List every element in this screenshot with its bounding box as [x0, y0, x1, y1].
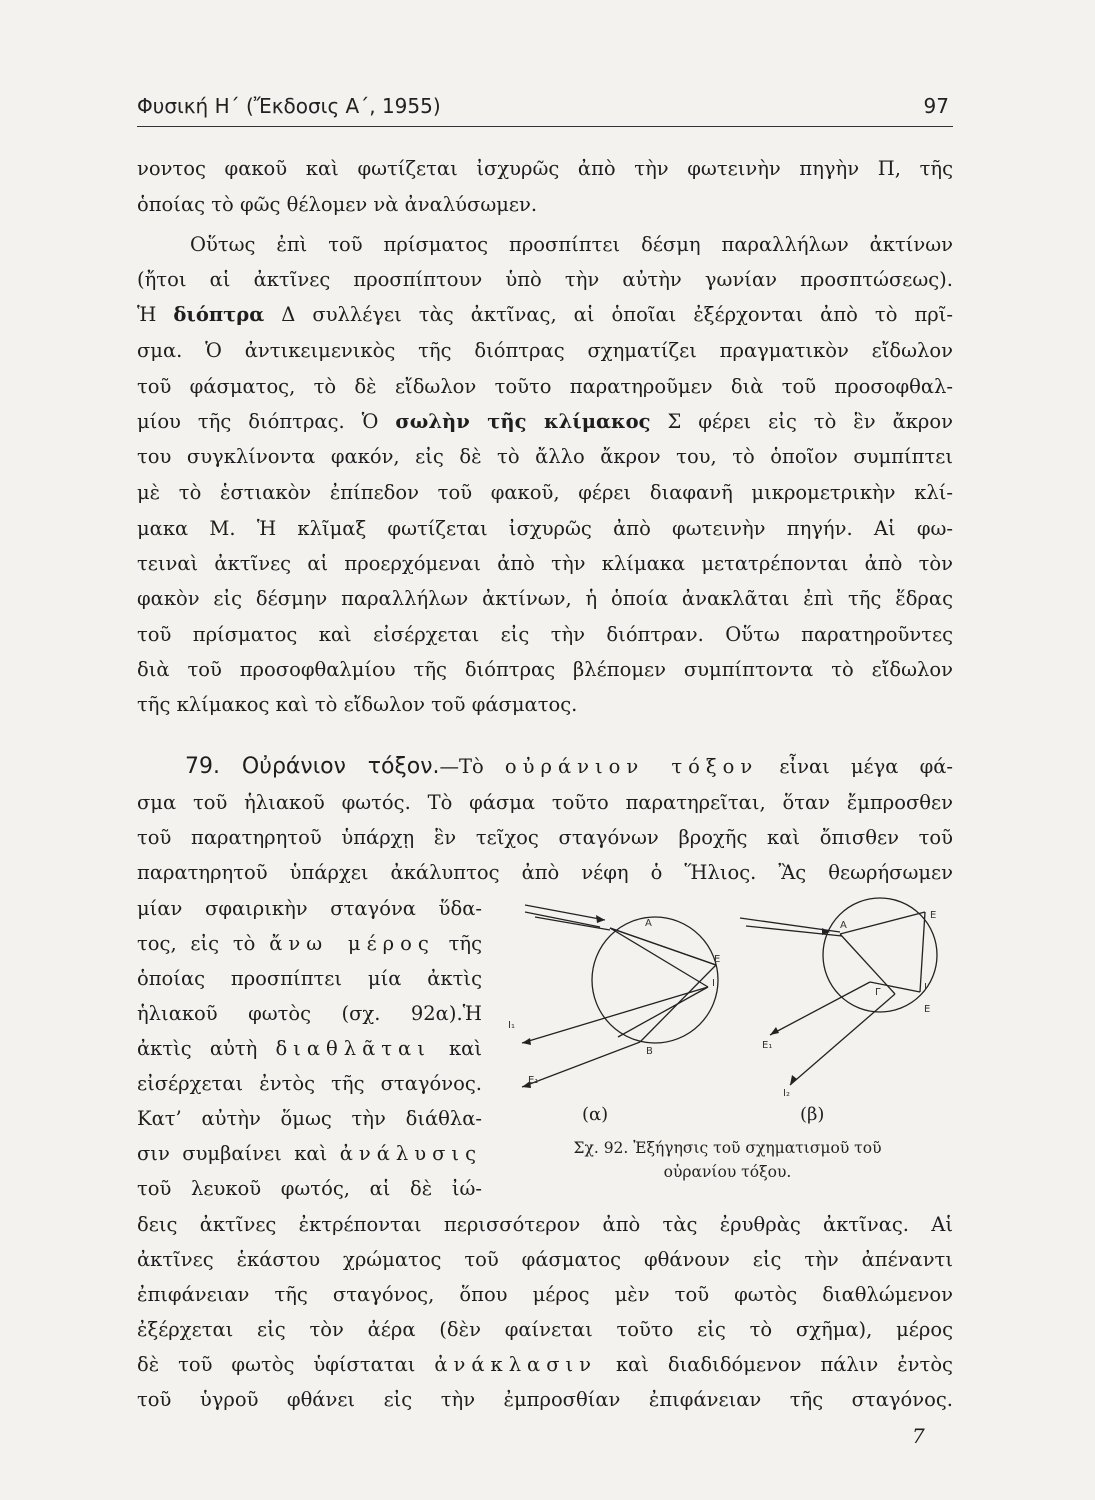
text-line: τοῦ πρίσματος καὶ εἰσέρχεται εἰς τὴν διόπτραν. Οὕτω παρατηροῦντες: [137, 623, 953, 646]
drop-b: [740, 898, 937, 1085]
label-a-I: I: [712, 978, 715, 989]
text-line: ὁποίας τὸ φῶς θέλομεν νὰ ἀναλύσωμεν.: [137, 193, 538, 216]
text-line: τειναὶ ἀκτῖνες αἱ προερχόμεναι ἀπὸ τὴν κλίμακα μετατρέπονται ἀπὸ τὸν: [137, 552, 953, 575]
text-line: τοῦ ὑγροῦ φθάνει εἰς τὴν ἐμπροσθίαν ἐπιφάνειαν τῆς σταγόνος.: [137, 1388, 953, 1411]
label-b-E: E: [930, 910, 937, 921]
drop-a: [522, 905, 721, 1087]
label-a-B: B: [646, 1046, 653, 1057]
text-line: τοῦ φάσματος, τὸ δὲ εἴδωλον τοῦτο παρατηροῦμεν διὰ τοῦ προσοφθαλ-: [137, 375, 953, 398]
text-line: Ἡ διόπτρα Δ συλλέγει τὰς ἀκτῖνας, αἱ ὁποῖαι ἐξέρχονται ἀπὸ τὸ πρῖ-: [137, 303, 953, 326]
term-scale-tube: σωλὴν τῆς κλίμακος: [395, 410, 651, 433]
label-b-E1: E₁: [762, 1040, 773, 1051]
label-b-Gamma: Γ: [875, 987, 881, 998]
text-line: μίου τῆς διόπτρας. Ὁ σωλὴν τῆς κλίμακος Σ φέρει εἰς τὸ ἓν ἄκρον: [137, 410, 953, 433]
label-a-E1: E₁: [528, 1075, 539, 1086]
label-b-A: A: [840, 920, 847, 931]
signature-mark: 7: [912, 1424, 925, 1448]
spaced-term: οὐράνιον τόξον: [504, 755, 759, 778]
text-line: τῆς κλίμακος καὶ τὸ εἴδωλον τοῦ φάσματος.: [137, 693, 578, 716]
text-line: τοῦ παρατηρητοῦ ὑπάρχῃ ἓν τεῖχος σταγόνων βροχῆς καὶ ὄπισθεν τοῦ: [137, 826, 953, 849]
running-header: [137, 90, 953, 127]
text-line: φακὸν εἰς δέσμην παραλλήλων ἀκτίνων, ἡ ὁποία ἀνακλᾶται ἐπὶ τῆς ἕδρας: [137, 587, 953, 610]
text-line: του συγκλίνοντα φακόν, εἰς δὲ τὸ ἄλλο ἄκρον του, τὸ ὁποῖον συμπίπτει: [137, 445, 953, 468]
text-line: ἀκτῖνες ἑκάστου χρώματος τοῦ φάσματος φθάνουν εἰς τὴν ἀπέναντι: [137, 1248, 953, 1271]
label-b-I: I: [924, 982, 927, 993]
term-dioptra: διόπτρα: [173, 303, 265, 326]
section-title: 79. Οὐράνιον τόξον.: [185, 754, 440, 779]
arrowheads: [522, 915, 830, 1088]
text-line: ἡλιακοῦ φωτὸς (σχ. 92α).Ἡ: [137, 1002, 482, 1025]
label-a-E: E: [714, 954, 721, 965]
text-line: διὰ τοῦ προσοφθαλμίου τῆς διόπτρας βλέπομεν συμπίπτοντα τὸ εἴδωλον: [137, 658, 953, 681]
text-line: δεις ἀκτῖνες ἐκτρέπονται περισσότερον ἀπὸ τὰς ἐρυθρὰς ἀκτῖνας. Αἱ: [137, 1213, 953, 1236]
header-title: Φυσική Η΄ (Ἔκδοσις Α΄, 1955): [137, 94, 441, 118]
text-line: (ἤτοι αἱ ἀκτῖνες προσπίπτουν ὑπὸ τὴν αὐτὴν γωνίαν προσπτώσεως).: [137, 268, 953, 291]
label-b-I2: I₂: [783, 1088, 790, 1099]
text-line: ὁποίας προσπίπτει μία ἀκτὶς: [137, 967, 482, 990]
label-a-I1: I₁: [508, 1020, 515, 1031]
text-line: δὲ τοῦ φωτὸς ὑφίσταται ἀνάκλασιν καὶ διαδιδόμενον πάλιν ἐντὸς: [137, 1353, 953, 1376]
text-line: τοῦ λευκοῦ φωτός, αἱ δὲ ἰώ-: [137, 1177, 482, 1200]
text-line: ἐξέρχεται εἰς τὸν ἀέρα (δὲν φαίνεται τοῦτο εἰς τὸ σχῆμα), μέρος: [137, 1318, 953, 1341]
text-line: μίαν σφαιρικὴν σταγόνα ὕδα-: [137, 897, 482, 920]
label-b-E2: E: [924, 1004, 931, 1015]
text-line: εἰσέρχεται ἐντὸς τῆς σταγόνος.: [137, 1072, 482, 1095]
text-line: σμα. Ὁ ἀντικειμενικὸς τῆς διόπτρας σχηματίζει πραγματικὸν εἴδωλον: [137, 339, 953, 362]
text-line: παρατηρητοῦ ὑπάρχει ἀκάλυπτος ἀπὸ νέφη ὁ Ἥλιος. Ἂς θεωρήσωμεν: [137, 861, 953, 884]
text-line: ἀκτὶς αὐτὴ διαθλᾶται καὶ: [137, 1037, 482, 1060]
figure-caption: Σχ. 92. Ἐξήγησις τοῦ σχηματισμοῦ τοῦ οὐρανίου τόξου.: [573, 1139, 882, 1181]
raindrop-diagram: [500, 890, 955, 1130]
text-line: νοντος φακοῦ καὶ φωτίζεται ἰσχυρῶς ἀπὸ τὴν φωτεινὴν πηγὴν Π, τῆς: [137, 157, 953, 180]
text-line: Κατ’ αὐτὴν ὅμως τὴν διάθλα-: [137, 1107, 482, 1130]
text-line: ἐπιφάνειαν τῆς σταγόνος, ὅπου μέρος μὲν τοῦ φωτὸς διαθλώμενον: [137, 1283, 953, 1306]
rainbow-figure: [500, 890, 955, 1190]
subfigure-label-a: (α): [582, 1104, 609, 1125]
text-line: τος, εἰς τὸ ἄνω μέρος τῆς: [137, 932, 482, 955]
section-heading-line: 79. Οὐράνιον τόξον.—Τὸ οὐράνιον τόξον εἶναι μέγα φά-: [185, 754, 953, 779]
subfigure-label-b: (β): [800, 1104, 825, 1125]
text-line: σμα τοῦ ἡλιακοῦ φωτός. Τὸ φάσμα τοῦτο παρατηρεῖται, ὅταν ἔμπροσθεν: [137, 791, 953, 814]
text-line: σιν συμβαίνει καὶ ἀνάλυσις: [137, 1142, 482, 1165]
drop-a-circle: [592, 917, 721, 1043]
paragraph-start-line: Οὕτως ἐπὶ τοῦ πρίσματος προσπίπτει δέσμη παραλλήλων ἀκτίνων: [190, 233, 953, 256]
text-line: μὲ τὸ ἑστιακὸν ἐπίπεδον τοῦ φακοῦ, φέρει διαφανῆ μικρομετρικὴν κλί-: [137, 481, 953, 504]
label-a-A: A: [645, 918, 652, 929]
text-line: μακα Μ. Ἡ κλῖμαξ φωτίζεται ἰσχυρῶς ἀπὸ φωτεινὴν πηγήν. Αἱ φω-: [137, 517, 953, 540]
page-number: 97: [923, 94, 949, 118]
